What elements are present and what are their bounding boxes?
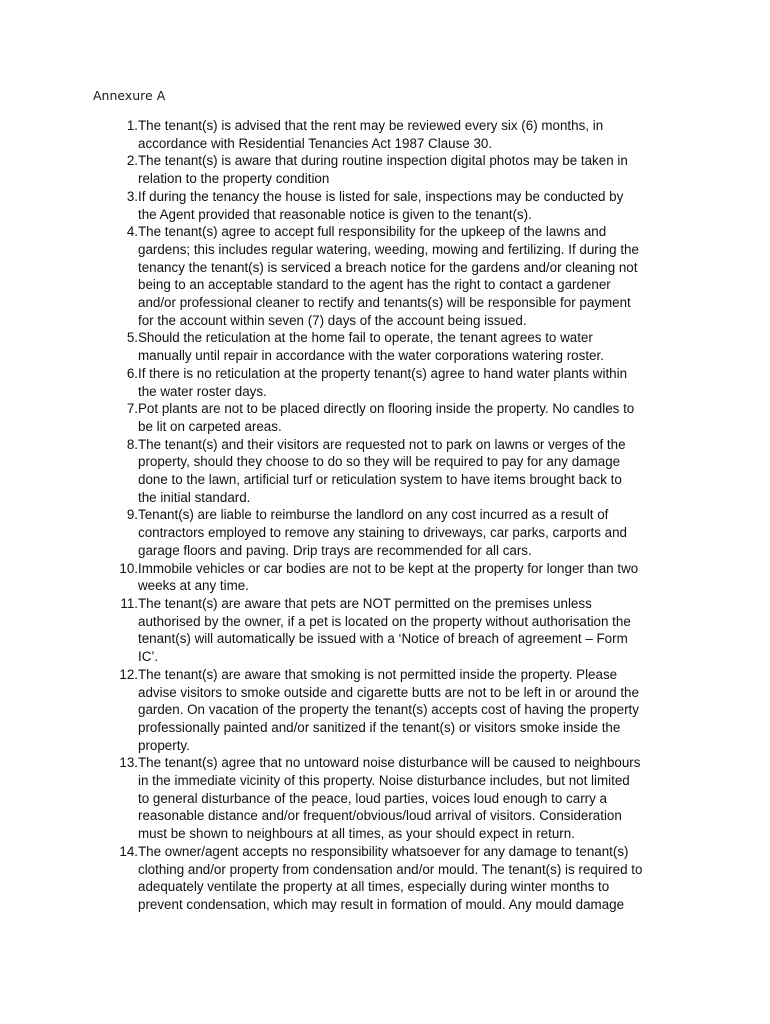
clause-number: 8. bbox=[126, 436, 138, 452]
clause-number: 1. bbox=[126, 118, 138, 133]
clause-text bbox=[138, 843, 690, 914]
clause-item bbox=[100, 117, 690, 152]
clause-line: The tenant(s) agree that no untoward noise disturbance will be caused to neighbours bbox=[138, 755, 641, 771]
clause-line: The tenant(s) are aware that pets are NOT permitted on the premises unless bbox=[138, 595, 592, 611]
clause-item bbox=[100, 595, 690, 666]
clause-line: gardens; this includes regular watering, weeding, mowing and fertilizing. If during the bbox=[138, 241, 639, 257]
clause-line: property. bbox=[138, 737, 190, 753]
clause-line: being to an acceptable standard to the agent has the right to contact a gardener bbox=[138, 277, 611, 293]
clause-line: accordance with Residential Tenancies Act 1987 Clause 30. bbox=[138, 135, 493, 151]
clause-text bbox=[138, 400, 690, 435]
clause-line: If there is no reticulation at the property tenant(s) agree to hand water plants within bbox=[138, 365, 628, 381]
clause-line: the Agent provided that reasonable notice is given to the tenant(s). bbox=[138, 206, 532, 222]
clause-number: 6. bbox=[126, 365, 138, 381]
clause-line: weeks at any time. bbox=[138, 578, 249, 594]
clause-line: be lit on carpeted areas. bbox=[138, 418, 282, 434]
clause-item bbox=[100, 843, 690, 914]
clause-item bbox=[100, 436, 690, 507]
clause-number: 10. bbox=[119, 560, 138, 576]
clause-line: IC’. bbox=[138, 649, 159, 665]
clause-line: the water roster days. bbox=[138, 383, 267, 399]
clause-text bbox=[138, 152, 690, 187]
clause-text bbox=[138, 560, 690, 595]
clause-line: tenancy the tenant(s) is serviced a breach notice for the gardens and/or cleaning not bbox=[138, 259, 638, 275]
clause-item bbox=[100, 400, 690, 435]
clause-line: Tenant(s) are liable to reimburse the landlord on any cost incurred as a result of bbox=[138, 507, 609, 523]
clause-line: The tenant(s) and their visitors are requested not to park on lawns or verges of the bbox=[138, 436, 626, 452]
clause-item bbox=[100, 666, 690, 755]
clause-line: The tenant(s) are aware that smoking is not permitted inside the property. Please bbox=[138, 666, 618, 682]
clause-text bbox=[138, 188, 690, 223]
clause-line: must be shown to neighbours at all times, as your should expect in return. bbox=[138, 826, 575, 842]
clause-number: 3. bbox=[126, 188, 138, 204]
clause-item bbox=[100, 329, 690, 364]
clause-item bbox=[100, 152, 690, 187]
clause-text bbox=[138, 365, 690, 400]
clause-line: prevent condensation, which may result in formation of mould. Any mould damage bbox=[138, 896, 625, 912]
clause-line: professionally painted and/or sanitized if the tenant(s) or visitors smoke inside the bbox=[138, 719, 621, 735]
clause-line: advise visitors to smoke outside and cigarette butts are not to be left in or around the bbox=[138, 684, 639, 700]
clause-line: for the account within seven (7) days of the account being issued. bbox=[138, 312, 527, 328]
clause-item bbox=[100, 506, 690, 559]
clause-item bbox=[100, 188, 690, 223]
clause-line: The owner/agent accepts no responsibility whatsoever for any damage to tenant(s) bbox=[138, 843, 629, 859]
clause-line: authorised by the owner, if a pet is located on the property without authorisation the bbox=[138, 613, 631, 629]
clause-line: Immobile vehicles or car bodies are not to be kept at the property for longer than two bbox=[138, 560, 639, 576]
clause-line: clothing and/or property from condensation and/or mould. The tenant(s) is required to bbox=[138, 861, 643, 877]
clause-number: 14. bbox=[119, 843, 138, 859]
clause-line: the initial standard. bbox=[138, 489, 251, 505]
clause-line: contractors employed to remove any staining to driveways, car parks, carports and bbox=[138, 525, 627, 541]
clause-text bbox=[138, 595, 690, 666]
clause-line: The tenant(s) is aware that during routine inspection digital photos may be taken in bbox=[138, 153, 628, 169]
clause-number: 11. bbox=[120, 595, 138, 611]
clause-number: 13. bbox=[119, 755, 138, 771]
clause-text bbox=[138, 666, 690, 755]
clause-number: 4. bbox=[126, 224, 138, 240]
clause-line: done to the lawn, artificial turf or reticulation system to have items brought back to bbox=[138, 472, 622, 488]
clause-line: property, should they choose to do so they will be required to pay for any damage bbox=[138, 454, 621, 470]
clause-list bbox=[100, 117, 690, 914]
clause-line: The tenant(s) is advised that the rent may be reviewed every six (6) months, in bbox=[138, 118, 604, 133]
clause-number: 5. bbox=[126, 330, 138, 346]
clause-line: The tenant(s) agree to accept full responsibility for the upkeep of the lawns and bbox=[138, 224, 607, 240]
clause-text bbox=[138, 506, 690, 559]
clause-line: relation to the property condition bbox=[138, 171, 330, 187]
clause-line: and/or professional cleaner to rectify and tenants(s) will be responsible for payment bbox=[138, 295, 631, 311]
clause-text bbox=[138, 436, 690, 507]
clause-number: 12. bbox=[119, 666, 138, 682]
clause-line: reasonable distance and/or frequent/obvious/loud arrival of visitors. Consideration bbox=[138, 808, 622, 824]
clause-item bbox=[100, 754, 690, 843]
clause-line: in the immediate vicinity of this property. Noise disturbance includes, but not limited bbox=[138, 773, 630, 789]
clause-line: manually until repair in accordance with the water corporations watering roster. bbox=[138, 348, 604, 364]
clause-line: garage floors and paving. Drip trays are recommended for all cars. bbox=[138, 542, 532, 558]
clause-text bbox=[138, 754, 690, 843]
clause-number: 9. bbox=[126, 507, 138, 523]
clause-number: 2. bbox=[126, 153, 138, 169]
clause-item bbox=[100, 365, 690, 400]
clause-text bbox=[138, 117, 690, 152]
clause-line: If during the tenancy the house is listed for sale, inspections may be conducted by bbox=[138, 188, 624, 204]
clause-number: 7. bbox=[126, 401, 138, 417]
annexure-heading: Annexure A bbox=[93, 88, 166, 103]
clause-item bbox=[100, 560, 690, 595]
clause-line: adequately ventilate the property at all times, especially during winter months to bbox=[138, 879, 610, 895]
clause-line: garden. On vacation of the property the tenant(s) accepts cost of having the property bbox=[138, 702, 639, 718]
clause-line: Pot plants are not to be placed directly on flooring inside the property. No candles to bbox=[138, 401, 635, 417]
clause-text bbox=[138, 223, 690, 329]
clause-line: tenant(s) will automatically be issued with a ‘Notice of breach of agreement – Form bbox=[138, 631, 628, 647]
clause-item bbox=[100, 223, 690, 329]
clause-line: Should the reticulation at the home fail to operate, the tenant agrees to water bbox=[138, 330, 593, 346]
clause-line: to general disturbance of the peace, loud parties, voices loud enough to carry a bbox=[138, 790, 607, 806]
clause-text bbox=[138, 329, 690, 364]
